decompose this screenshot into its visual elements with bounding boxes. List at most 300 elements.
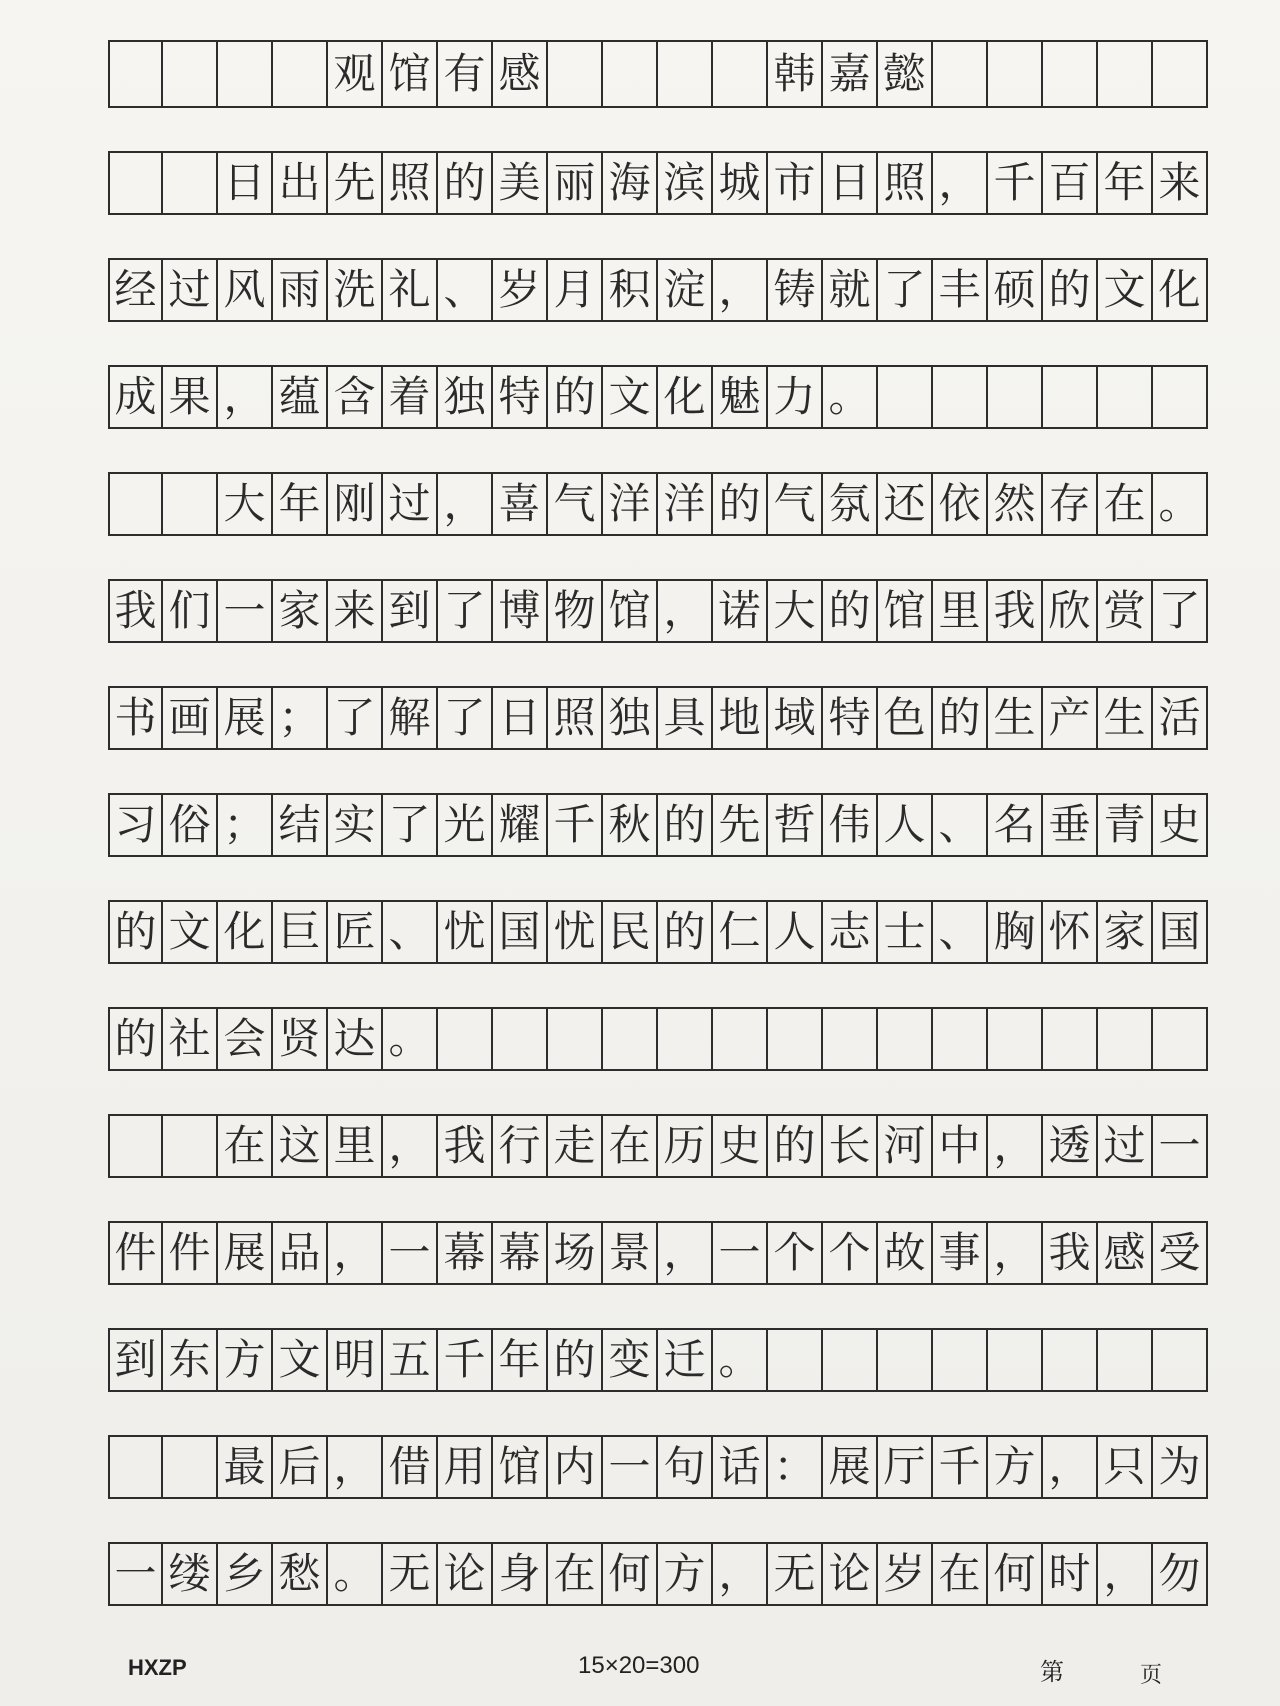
grid-cell: 勿 <box>1153 1544 1208 1604</box>
grid-cell: 书 <box>108 688 163 748</box>
grid-cell: 画 <box>163 688 218 748</box>
grid-cell <box>768 1330 823 1390</box>
grid-cell: 达 <box>328 1009 383 1069</box>
grid-cell: 先 <box>713 795 768 855</box>
grid-cell <box>1098 367 1153 427</box>
grid-cell <box>108 153 163 213</box>
grid-cell: ， <box>218 367 273 427</box>
grid-cell: 我 <box>438 1116 493 1176</box>
grid-cell <box>1043 367 1098 427</box>
grid-cell: ， <box>988 1223 1043 1283</box>
row-cells <box>108 793 1208 857</box>
grid-cell: 了 <box>438 581 493 641</box>
grid-row <box>108 1392 1208 1499</box>
grid-cell: 铸 <box>768 260 823 320</box>
grid-cell: 过 <box>1098 1116 1153 1176</box>
grid-cell: 场 <box>548 1223 603 1283</box>
grid-row <box>108 750 1208 857</box>
grid-cell: 年 <box>1098 153 1153 213</box>
grid-cell: 迁 <box>658 1330 713 1390</box>
grid-cell: 产 <box>1043 688 1098 748</box>
grid-cell: 乡 <box>218 1544 273 1604</box>
row-cells <box>108 1007 1208 1071</box>
grid-cell: 千 <box>438 1330 493 1390</box>
grid-cell: 。 <box>383 1009 438 1069</box>
grid-cell: 方 <box>658 1544 713 1604</box>
row-cells <box>108 40 1208 108</box>
row-cells <box>108 1114 1208 1178</box>
grid-cell: 美 <box>493 153 548 213</box>
grid-cell: 千 <box>988 153 1043 213</box>
grid-cell <box>1043 1009 1098 1069</box>
grid-cell: 特 <box>493 367 548 427</box>
grid-row <box>108 1178 1208 1285</box>
grid-cell: 月 <box>548 260 603 320</box>
grid-cell: 然 <box>988 474 1043 534</box>
grid-cell: 件 <box>108 1223 163 1283</box>
grid-cell: 家 <box>273 581 328 641</box>
grid-cell: 还 <box>878 474 933 534</box>
grid-cell: 独 <box>603 688 658 748</box>
grid-cell <box>988 42 1043 106</box>
grid-cell: 文 <box>603 367 658 427</box>
grid-cell <box>933 1330 988 1390</box>
grid-cell: 一 <box>603 1437 658 1497</box>
grid-cell: 贤 <box>273 1009 328 1069</box>
grid-cell: 方 <box>218 1330 273 1390</box>
grid-cell: 日 <box>823 153 878 213</box>
grid-cell: 活 <box>1153 688 1208 748</box>
grid-cell: 嘉 <box>823 42 878 106</box>
grid-cell: 文 <box>163 902 218 962</box>
grid-cell: 的 <box>768 1116 823 1176</box>
grid-cell: 人 <box>878 795 933 855</box>
grid-cell: 日 <box>218 153 273 213</box>
grid-cell: 河 <box>878 1116 933 1176</box>
grid-cell: 淀 <box>658 260 713 320</box>
grid-cell: 化 <box>1153 260 1208 320</box>
grid-cell: 物 <box>548 581 603 641</box>
grid-cell: 、 <box>933 795 988 855</box>
grid-cell: 青 <box>1098 795 1153 855</box>
grid-cell <box>108 42 163 106</box>
grid-cell: 明 <box>328 1330 383 1390</box>
grid-cell: 成 <box>108 367 163 427</box>
grid-cell <box>163 153 218 213</box>
grid-row <box>108 215 1208 322</box>
page-label-di: 第 <box>1040 1658 1064 1686</box>
grid-cell: 名 <box>988 795 1043 855</box>
grid-cell: 巨 <box>273 902 328 962</box>
grid-cell <box>603 1009 658 1069</box>
grid-cell: 史 <box>713 1116 768 1176</box>
grid-cell: 哲 <box>768 795 823 855</box>
grid-cell: 话 <box>713 1437 768 1497</box>
grid-cell: 士 <box>878 902 933 962</box>
grid-cell: 幕 <box>438 1223 493 1283</box>
grid-cell: 含 <box>328 367 383 427</box>
grid-cell: 诺 <box>713 581 768 641</box>
grid-cell <box>273 42 328 106</box>
grid-cell: 礼 <box>383 260 438 320</box>
grid-cell: 了 <box>438 688 493 748</box>
grid-cell <box>658 42 713 106</box>
grid-cell: 、 <box>383 902 438 962</box>
grid-cell: ； <box>273 688 328 748</box>
grid-row <box>108 964 1208 1071</box>
grid-cell: 来 <box>1153 153 1208 213</box>
grid-cell <box>933 1009 988 1069</box>
grid-cell: 论 <box>823 1544 878 1604</box>
row-cells <box>108 1435 1208 1499</box>
grid-cell: 在 <box>933 1544 988 1604</box>
grid-cell: 俗 <box>163 795 218 855</box>
grid-cell: 国 <box>493 902 548 962</box>
grid-cell: 在 <box>218 1116 273 1176</box>
grid-cell: 氛 <box>823 474 878 534</box>
grid-cell: 一 <box>218 581 273 641</box>
grid-cell: 了 <box>383 795 438 855</box>
grid-cell: 故 <box>878 1223 933 1283</box>
grid-cell: 气 <box>548 474 603 534</box>
grid-cell: 。 <box>713 1330 768 1390</box>
grid-row <box>108 108 1208 215</box>
grid-cell: 伟 <box>823 795 878 855</box>
grid-cell: 事 <box>933 1223 988 1283</box>
grid-cell: 志 <box>823 902 878 962</box>
grid-cell: 千 <box>933 1437 988 1497</box>
grid-cell: ， <box>658 1223 713 1283</box>
row-cells <box>108 686 1208 750</box>
grid-cell <box>988 367 1043 427</box>
grid-cell: 一 <box>108 1544 163 1604</box>
grid-cell <box>933 367 988 427</box>
grid-cell: 在 <box>548 1544 603 1604</box>
grid-cell: 有 <box>438 42 493 106</box>
grid-cell <box>548 42 603 106</box>
grid-cell: ， <box>1043 1437 1098 1497</box>
grid-cell <box>1153 367 1208 427</box>
grid-cell: 欣 <box>1043 581 1098 641</box>
grid-cell: 怀 <box>1043 902 1098 962</box>
grid-cell: 岁 <box>493 260 548 320</box>
row-cells <box>108 1328 1208 1392</box>
grid-cell <box>1098 1330 1153 1390</box>
grid-cell: 感 <box>1098 1223 1153 1283</box>
grid-cell: 幕 <box>493 1223 548 1283</box>
grid-cell <box>108 1437 163 1497</box>
grid-cell: 无 <box>383 1544 438 1604</box>
grid-cell: 丽 <box>548 153 603 213</box>
grid-cell: 最 <box>218 1437 273 1497</box>
grid-cell: 这 <box>273 1116 328 1176</box>
grid-cell: 经 <box>108 260 163 320</box>
grid-cell: 的 <box>658 902 713 962</box>
grid-cell: 用 <box>438 1437 493 1497</box>
grid-cell: 的 <box>933 688 988 748</box>
grid-cell: 的 <box>438 153 493 213</box>
grid-cell <box>1153 1330 1208 1390</box>
grid-cell <box>713 1009 768 1069</box>
grid-cell: ， <box>713 1544 768 1604</box>
row-cells <box>108 900 1208 964</box>
paper-brand: HXZP <box>128 1655 187 1680</box>
grid-cell: ， <box>328 1223 383 1283</box>
row-cells <box>108 1542 1208 1606</box>
grid-cell <box>823 1009 878 1069</box>
grid-cell: 照 <box>878 153 933 213</box>
grid-cell <box>878 1009 933 1069</box>
grid-cell: 史 <box>1153 795 1208 855</box>
grid-cell <box>1098 42 1153 106</box>
grid-cell <box>603 42 658 106</box>
grid-cell: 缕 <box>163 1544 218 1604</box>
grid-cell: ， <box>1098 1544 1153 1604</box>
grid-cell: 百 <box>1043 153 1098 213</box>
grid-cell: 家 <box>1098 902 1153 962</box>
grid-cell: 大 <box>218 474 273 534</box>
grid-cell: 中 <box>933 1116 988 1176</box>
grid-cell: 文 <box>1098 260 1153 320</box>
grid-cell: 馆 <box>603 581 658 641</box>
grid-cell <box>1043 1330 1098 1390</box>
grid-cell: 无 <box>768 1544 823 1604</box>
grid-cell <box>108 1116 163 1176</box>
grid-cell: 了 <box>328 688 383 748</box>
grid-cell: 化 <box>658 367 713 427</box>
grid-cell: 的 <box>108 1009 163 1069</box>
grid-cell: 件 <box>163 1223 218 1283</box>
grid-cell: 忧 <box>548 902 603 962</box>
grid-cell: 厅 <box>878 1437 933 1497</box>
grid-cell: 论 <box>438 1544 493 1604</box>
grid-cell: 。 <box>823 367 878 427</box>
grid-cell: 魅 <box>713 367 768 427</box>
grid-cell: 变 <box>603 1330 658 1390</box>
grid-cell: 句 <box>658 1437 713 1497</box>
grid-cell <box>548 1009 603 1069</box>
grid-cell: 里 <box>328 1116 383 1176</box>
grid-cell: 硕 <box>988 260 1043 320</box>
grid-cell: 喜 <box>493 474 548 534</box>
grid-cell: ， <box>988 1116 1043 1176</box>
row-cells <box>108 1221 1208 1285</box>
grid-cell: 年 <box>493 1330 548 1390</box>
grid-cell <box>1153 42 1208 106</box>
grid-cell: 刚 <box>328 474 383 534</box>
grid-cell: 到 <box>108 1330 163 1390</box>
grid-cell: 的 <box>108 902 163 962</box>
grid-cell: 。 <box>1153 474 1208 534</box>
grid-cell <box>438 1009 493 1069</box>
grid-cell: 习 <box>108 795 163 855</box>
grid-cell: 个 <box>768 1223 823 1283</box>
grid-cell: ， <box>713 260 768 320</box>
grid-cell: 里 <box>933 581 988 641</box>
grid-cell: 民 <box>603 902 658 962</box>
row-cells <box>108 579 1208 643</box>
grid-cell: 光 <box>438 795 493 855</box>
row-cells <box>108 151 1208 215</box>
grid-cell <box>878 367 933 427</box>
grid-cell: 照 <box>383 153 438 213</box>
grid-cell: 的 <box>713 474 768 534</box>
grid-cell <box>988 1009 1043 1069</box>
grid-cell: 生 <box>988 688 1043 748</box>
grid-cell: 国 <box>1153 902 1208 962</box>
grid-cell: 馆 <box>493 1437 548 1497</box>
grid-cell: ， <box>383 1116 438 1176</box>
grid-cell: 个 <box>823 1223 878 1283</box>
grid-cell: 人 <box>768 902 823 962</box>
grid-cell: 匠 <box>328 902 383 962</box>
grid-spec: 15×20=300 <box>578 1652 700 1679</box>
grid-cell <box>1098 1009 1153 1069</box>
grid-row <box>108 536 1208 643</box>
grid-cell: 东 <box>163 1330 218 1390</box>
grid-cell: 域 <box>768 688 823 748</box>
grid-cell: 生 <box>1098 688 1153 748</box>
grid-cell: 一 <box>713 1223 768 1283</box>
page-label-ye: 页 <box>1140 1663 1163 1688</box>
grid-cell <box>493 1009 548 1069</box>
grid-cell: 品 <box>273 1223 328 1283</box>
grid-cell: 观 <box>328 42 383 106</box>
grid-cell: 滨 <box>658 153 713 213</box>
grid-cell: 过 <box>163 260 218 320</box>
grid-cell: ， <box>328 1437 383 1497</box>
grid-cell: 先 <box>328 153 383 213</box>
grid-cell: 博 <box>493 581 548 641</box>
grid-cell <box>163 1437 218 1497</box>
grid-cell: 日 <box>493 688 548 748</box>
grid-cell: 洗 <box>328 260 383 320</box>
grid-cell: 照 <box>548 688 603 748</box>
grid-cell <box>658 1009 713 1069</box>
grid-cell: 景 <box>603 1223 658 1283</box>
grid-cell: 出 <box>273 153 328 213</box>
grid-cell: 一 <box>383 1223 438 1283</box>
grid-cell: 依 <box>933 474 988 534</box>
grid-cell <box>218 42 273 106</box>
writing-grid <box>108 40 1208 1606</box>
grid-cell: 存 <box>1043 474 1098 534</box>
grid-cell: 仁 <box>713 902 768 962</box>
grid-cell: 实 <box>328 795 383 855</box>
grid-cell: 岁 <box>878 1544 933 1604</box>
grid-cell: 大 <box>768 581 823 641</box>
grid-cell: 的 <box>1043 260 1098 320</box>
grid-cell: 借 <box>383 1437 438 1497</box>
grid-cell: 具 <box>658 688 713 748</box>
grid-cell: 过 <box>383 474 438 534</box>
grid-cell: 蕴 <box>273 367 328 427</box>
grid-cell: 展 <box>823 1437 878 1497</box>
grid-cell: 何 <box>988 1544 1043 1604</box>
grid-cell: 受 <box>1153 1223 1208 1283</box>
grid-cell: 年 <box>273 474 328 534</box>
grid-cell: 只 <box>1098 1437 1153 1497</box>
grid-cell: ； <box>218 795 273 855</box>
grid-cell: 秋 <box>603 795 658 855</box>
grid-cell: 在 <box>603 1116 658 1176</box>
grid-cell: 韩 <box>768 42 823 106</box>
grid-cell <box>163 474 218 534</box>
grid-cell <box>768 1009 823 1069</box>
grid-cell: 在 <box>1098 474 1153 534</box>
grid-cell: 洋 <box>658 474 713 534</box>
grid-cell: 、 <box>933 902 988 962</box>
grid-cell: 丰 <box>933 260 988 320</box>
grid-cell: 市 <box>768 153 823 213</box>
grid-cell <box>163 1116 218 1176</box>
grid-cell: 城 <box>713 153 768 213</box>
grid-cell: 馆 <box>383 42 438 106</box>
grid-row <box>108 322 1208 429</box>
grid-cell: 色 <box>878 688 933 748</box>
grid-cell <box>878 1330 933 1390</box>
grid-row <box>108 1499 1208 1606</box>
grid-cell: 忧 <box>438 902 493 962</box>
grid-cell: 一 <box>1153 1116 1208 1176</box>
grid-cell: 果 <box>163 367 218 427</box>
grid-cell <box>163 42 218 106</box>
grid-row <box>108 429 1208 536</box>
grid-cell: 化 <box>218 902 273 962</box>
grid-cell: 历 <box>658 1116 713 1176</box>
grid-cell: 了 <box>878 260 933 320</box>
grid-cell: 气 <box>768 474 823 534</box>
title-row <box>108 40 1208 108</box>
grid-cell: 我 <box>1043 1223 1098 1283</box>
grid-cell: 方 <box>988 1437 1043 1497</box>
grid-cell: 的 <box>548 1330 603 1390</box>
grid-cell: 我 <box>108 581 163 641</box>
grid-cell: 、 <box>438 260 493 320</box>
grid-cell: 赏 <box>1098 581 1153 641</box>
grid-cell: 风 <box>218 260 273 320</box>
grid-cell: ： <box>768 1437 823 1497</box>
grid-cell: 的 <box>658 795 713 855</box>
grid-row <box>108 1071 1208 1178</box>
grid-cell: 独 <box>438 367 493 427</box>
grid-cell: 感 <box>493 42 548 106</box>
grid-cell <box>1043 42 1098 106</box>
grid-cell: 胸 <box>988 902 1043 962</box>
grid-cell: 懿 <box>878 42 933 106</box>
grid-cell: 会 <box>218 1009 273 1069</box>
grid-cell: 了 <box>1153 581 1208 641</box>
row-cells <box>108 258 1208 322</box>
grid-cell: 身 <box>493 1544 548 1604</box>
grid-cell: 地 <box>713 688 768 748</box>
grid-cell <box>108 474 163 534</box>
grid-cell: 为 <box>1153 1437 1208 1497</box>
grid-row <box>108 1285 1208 1392</box>
grid-cell: 时 <box>1043 1544 1098 1604</box>
grid-cell: 解 <box>383 688 438 748</box>
grid-cell: 力 <box>768 367 823 427</box>
grid-cell: 耀 <box>493 795 548 855</box>
grid-cell: 展 <box>218 688 273 748</box>
grid-cell: 到 <box>383 581 438 641</box>
grid-cell <box>713 42 768 106</box>
grid-cell: 垂 <box>1043 795 1098 855</box>
grid-cell: 馆 <box>878 581 933 641</box>
grid-cell: 结 <box>273 795 328 855</box>
grid-row <box>108 643 1208 750</box>
grid-cell: 来 <box>328 581 383 641</box>
